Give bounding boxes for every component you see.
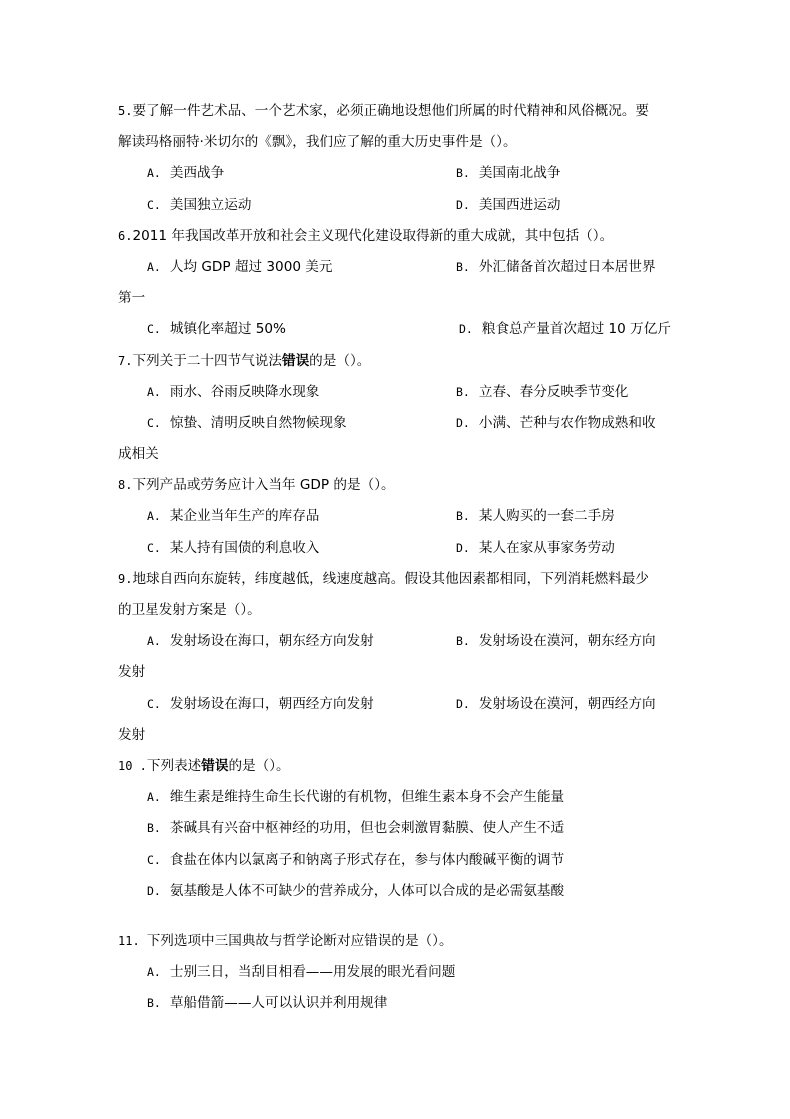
option-b <box>456 626 656 657</box>
option-a <box>147 377 319 408</box>
option-text: 外汇储备首次超过日本居世界 <box>478 258 656 275</box>
option-letter: A. <box>147 509 161 524</box>
option-text: 城镇化率超过 50% <box>169 321 286 338</box>
option-letter: B. <box>147 996 161 1011</box>
option-text: 茶碱具有兴奋中枢神经的功用，但也会刺激胃黏膜、使人产生不适 <box>169 820 565 837</box>
option-d <box>456 533 615 564</box>
option-text: 发射场设在海口，朝西经方向发射 <box>169 695 374 712</box>
option-text: 雨水、谷雨反映降水现象 <box>169 383 320 400</box>
option-c <box>147 408 347 439</box>
option-letter: B. <box>456 634 470 649</box>
question-8-stem-line-1 <box>118 470 678 501</box>
option-letter: A. <box>147 965 161 980</box>
option-text-wrap: 发射 <box>118 726 146 743</box>
option-text: 食盐在体内以氯离子和钠离子形式存在，参与体内酸碱平衡的调节 <box>169 851 565 868</box>
option-letter: D. <box>459 322 473 337</box>
option-text: 士别三日，当刮目相看——用发展的眼光看问题 <box>169 964 456 981</box>
question-10-option-c <box>118 845 678 876</box>
option-text: 美西战争 <box>169 165 225 182</box>
question-stem-text: 下列产品或劳务应计入当年 GDP 的是（）。 <box>132 477 395 494</box>
option-text: 发射场设在漠河，朝东经方向 <box>478 633 656 650</box>
question-8-options-row-2 <box>118 533 678 564</box>
question-10-option-a <box>118 782 678 813</box>
option-d <box>456 190 560 221</box>
question-9-options-row-1 <box>118 626 678 657</box>
option-letter: D. <box>456 540 470 555</box>
option-text-wrap: 第一 <box>118 290 146 307</box>
option-c <box>147 314 286 345</box>
emphasis-text: 错误 <box>201 757 229 774</box>
option-text: 美国西进运动 <box>478 196 561 213</box>
question-6-stem-line-1 <box>118 221 678 252</box>
option-text: 人均 GDP 超过 3000 美元 <box>169 258 333 275</box>
option-text: 发射场设在海口，朝东经方向发射 <box>169 633 374 650</box>
question-number: 7. <box>118 353 133 368</box>
option-letter: D. <box>456 415 470 430</box>
question-list <box>118 96 678 1019</box>
option-text: 某人购买的一套二手房 <box>478 508 615 525</box>
option-letter: A. <box>147 790 161 805</box>
option-text: 发射场设在漠河，朝西经方向 <box>478 695 656 712</box>
option-b <box>456 501 615 532</box>
option-text: 美国独立运动 <box>169 196 252 213</box>
question-stem-text: 解读玛格丽特·米切尔的《飘》，我们应了解的重大历史事件是（）。 <box>118 134 517 151</box>
option-c <box>147 190 251 221</box>
question-stem-text: 要了解一件艺术品、一个艺术家，必须正确地设想他们所属的时代精神和风俗概况。要 <box>132 103 650 119</box>
option-text: 氨基酸是人体不可缺少的营养成分，人体可以合成的是必需氨基酸 <box>169 882 565 899</box>
option-letter: B. <box>456 166 470 181</box>
option-a <box>147 501 319 532</box>
question-10-option-d <box>118 876 678 907</box>
question-stem-text: 的卫星发射方案是（）。 <box>118 602 261 618</box>
option-d-wrap-line <box>118 720 678 751</box>
option-letter: D. <box>456 696 470 711</box>
option-b <box>456 252 656 283</box>
question-stem-text: 地球自西向东旋转，纬度越低，线速度越高。假设其他因素都相同，下列消耗燃料最少 <box>132 570 650 587</box>
option-a <box>147 626 374 657</box>
option-letter: A. <box>147 166 161 181</box>
option-b <box>147 988 387 1019</box>
option-letter: C. <box>147 540 161 555</box>
question-7-options-row-1 <box>118 377 678 408</box>
option-text: 某人在家从事家务劳动 <box>478 539 615 556</box>
question-stem-text: 下列关于二十四节气说法 <box>132 352 282 369</box>
question-11-option-a <box>118 957 678 988</box>
question-number: 9. <box>118 571 133 586</box>
question-8-options-row-1 <box>118 501 678 532</box>
question-stem-text: 2011 年我国改革开放和社会主义现代化建设取得新的重大成就，其中包括（）。 <box>132 227 614 244</box>
option-d <box>459 314 671 345</box>
option-letter: B. <box>456 259 470 274</box>
question-stem-text: 的是（）。 <box>309 352 371 369</box>
option-letter: B. <box>456 384 470 399</box>
question-5-options-row-2 <box>118 190 678 221</box>
option-text: 立春、春分反映季节变化 <box>478 383 629 400</box>
question-5-options-row-1 <box>118 158 678 189</box>
option-b-wrap-line <box>118 657 678 688</box>
question-9-stem-line-2 <box>118 595 678 626</box>
question-stem-text: 下列选项中三国典故与哲学论断对应错误的是（）。 <box>146 932 453 949</box>
option-b <box>147 813 564 844</box>
option-text-wrap: 发射 <box>118 664 146 681</box>
option-text: 粮食总产量首次超过 10 万亿斤 <box>481 321 671 338</box>
option-letter: B. <box>456 509 470 524</box>
question-7-options-row-2 <box>118 408 678 439</box>
option-letter: D. <box>456 197 470 212</box>
option-text-wrap: 成相关 <box>118 446 159 463</box>
option-letter: B. <box>147 821 161 836</box>
question-6-options-row-2 <box>118 314 678 345</box>
option-a <box>147 158 224 189</box>
question-10-stem-line-1 <box>118 751 678 782</box>
question-number: 8. <box>118 478 133 493</box>
option-text: 草船借箭——人可以认识并利用规律 <box>169 995 388 1012</box>
option-letter: C. <box>147 415 161 430</box>
option-text: 某人持有国债的利息收入 <box>169 539 320 556</box>
option-c <box>147 533 319 564</box>
question-11-stem-line-1 <box>118 926 678 957</box>
option-text: 维生素是维持生命生长代谢的有机物，但维生素本身不会产生能量 <box>169 789 565 806</box>
option-letter: D. <box>147 883 161 898</box>
option-d <box>456 689 656 720</box>
option-letter: C. <box>147 852 161 867</box>
option-letter: A. <box>147 259 161 274</box>
question-11-option-b <box>118 988 678 1019</box>
question-10-option-b <box>118 813 678 844</box>
question-6-options-row-1 <box>118 252 678 283</box>
option-b <box>456 377 628 408</box>
option-letter: C. <box>147 197 161 212</box>
option-d <box>147 876 564 907</box>
option-d-wrap-line <box>118 439 678 470</box>
emphasis-text: 错误 <box>281 352 310 369</box>
question-9-options-row-2 <box>118 689 678 720</box>
option-d <box>456 408 656 439</box>
question-7-stem-line-1 <box>118 346 678 377</box>
option-text: 某企业当年生产的库存品 <box>169 508 320 525</box>
option-text: 小满、芒种与农作物成熟和收 <box>478 414 656 431</box>
question-9-stem-line-1 <box>118 564 678 595</box>
option-letter: C. <box>147 322 161 337</box>
option-a <box>147 252 333 283</box>
option-a <box>147 782 564 813</box>
question-number: 11. <box>118 933 140 948</box>
question-number: 10 . <box>118 758 147 773</box>
option-c <box>147 845 564 876</box>
question-5-stem-line-1 <box>118 96 678 127</box>
option-letter: C. <box>147 696 161 711</box>
option-letter: A. <box>147 384 161 399</box>
option-letter: A. <box>147 634 161 649</box>
option-text: 美国南北战争 <box>478 165 561 182</box>
question-number: 5. <box>118 104 133 118</box>
option-c <box>147 689 374 720</box>
option-text: 惊蛰、清明反映自然物候现象 <box>169 414 347 431</box>
option-a <box>147 957 455 988</box>
question-stem-text: 的是（）。 <box>228 757 290 774</box>
option-b-wrap-line <box>118 283 678 314</box>
question-number: 6. <box>118 228 133 243</box>
option-b <box>456 158 560 189</box>
blank-line <box>118 907 678 926</box>
question-5-stem-line-2 <box>118 127 678 158</box>
question-stem-text: 下列表述 <box>146 757 202 774</box>
